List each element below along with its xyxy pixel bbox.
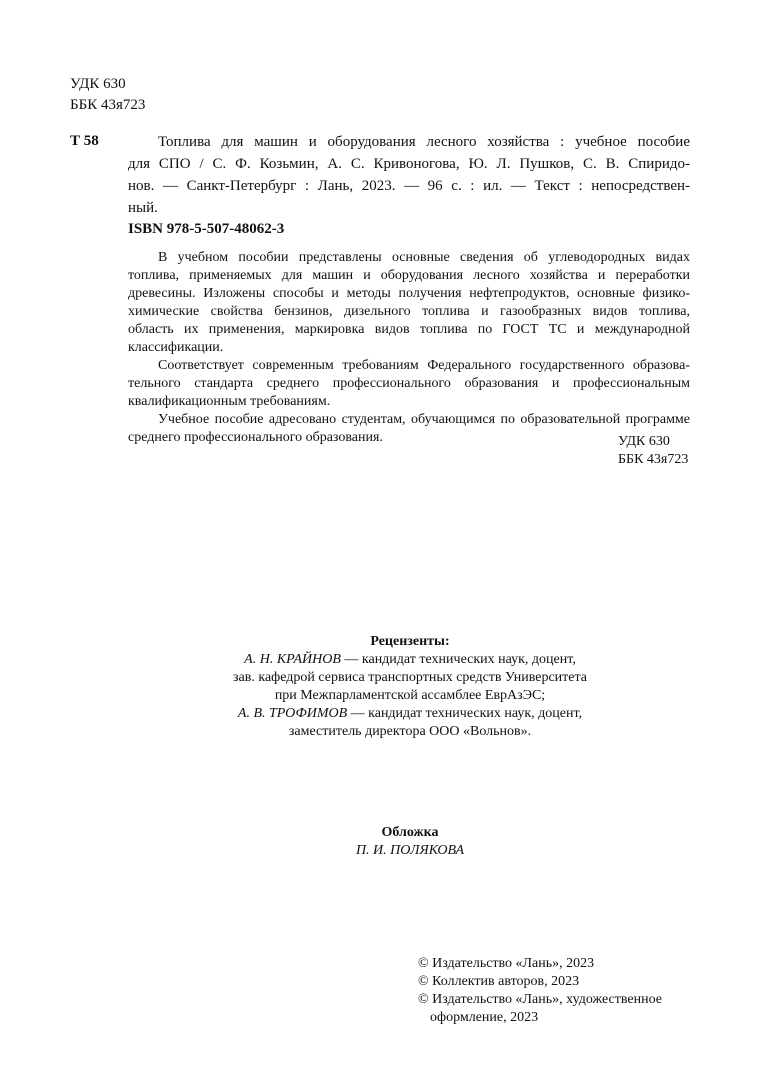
bib-line: Топлива для машин и оборудования лесного хозяйства : учебное пособие [158,134,690,150]
copyright-line: оформление, 2023 [430,1010,539,1025]
annotation-line: древесины. Изложены способы и методы получения нефтепродуктов, основные физико- [128,286,690,301]
bib-line: для СПО / С. Ф. Козьмин, А. С. Кривоногова, Ю. Л. Пушков, С. В. Спиридо- [128,156,690,172]
reviewer-line: заместитель директора ООО «Вольнов». [288,724,532,739]
annotation-line: В учебном пособии представлены основные сведения об углеводородных видах [158,250,690,265]
reviewer-name: А. В. ТРОФИМОВ [237,706,348,721]
annotation-line: топлива, применяемых для машин и оборудования лесного хозяйства и переработки [128,268,690,283]
cover-designer: П. И. ПОЛЯКОВА [355,843,465,858]
annotation-line: тельного стандарта среднего профессионального образования и профессиональным [128,376,690,391]
reviewer-line: при Межпарламентской ассамблее ЕврАзЭС; [274,688,546,703]
annotation-line: химические свойства бензинов, дизельного топлива и газообразных видов топлива, [128,304,690,319]
annotation-line: классификации. [128,340,224,355]
reviewer-line [200,651,620,669]
reviewer-credentials: — кандидат технических наук, доцент, [340,652,576,667]
bib-line: нов. — Санкт-Петербург : Лань, 2023. — 96 с. : ил. — Текст : непосредствен- [128,178,690,194]
annotation [128,249,690,447]
udk-code: УДК 630 [618,434,670,449]
isbn: ISBN 978-5-507-48062-3 [128,221,285,237]
annotation-line: область их применения, маркировка видов топлива по ГОСТ ТС и международной [128,322,690,337]
bbk-code: ББК 43я723 [618,452,689,467]
cover-credit [200,824,620,860]
classification-codes-bottom [618,433,688,469]
reviewer-credentials: — кандидат технических наук, доцент, [347,706,583,721]
annotation-line: среднего профессионального образования. [128,430,383,445]
reviewer-name: А. Н. КРАЙНОВ [244,652,341,667]
reviewers-heading: Рецензенты: [370,634,450,649]
reviewer-line [200,705,620,723]
bbk-code: ББК 43я723 [70,97,146,113]
copyright-line: © Коллектив авторов, 2023 [418,974,580,989]
classification-codes-top [70,74,145,116]
annotation-line: Соответствует современным требованиям Федерального государственного образова- [158,358,690,373]
annotation-line: квалификационным требованиям. [128,394,331,409]
copyright-block [418,955,662,1027]
copyright-line: © Издательство «Лань», 2023 [418,956,595,971]
bibliographic-record [128,131,690,219]
author-catalog-code: Т 58 [70,133,99,149]
cover-heading: Обложка [381,825,439,840]
udk-code: УДК 630 [70,76,126,92]
reviewers-block [200,633,620,741]
copyright-line: © Издательство «Лань», художественное [418,992,662,1007]
reviewer-line: зав. кафедрой сервиса транспортных средств Университета [233,670,587,685]
bib-line: ный. [128,200,158,216]
annotation-line: Учебное пособие адресовано студентам, обучающимся по образовательной программе [158,412,690,427]
